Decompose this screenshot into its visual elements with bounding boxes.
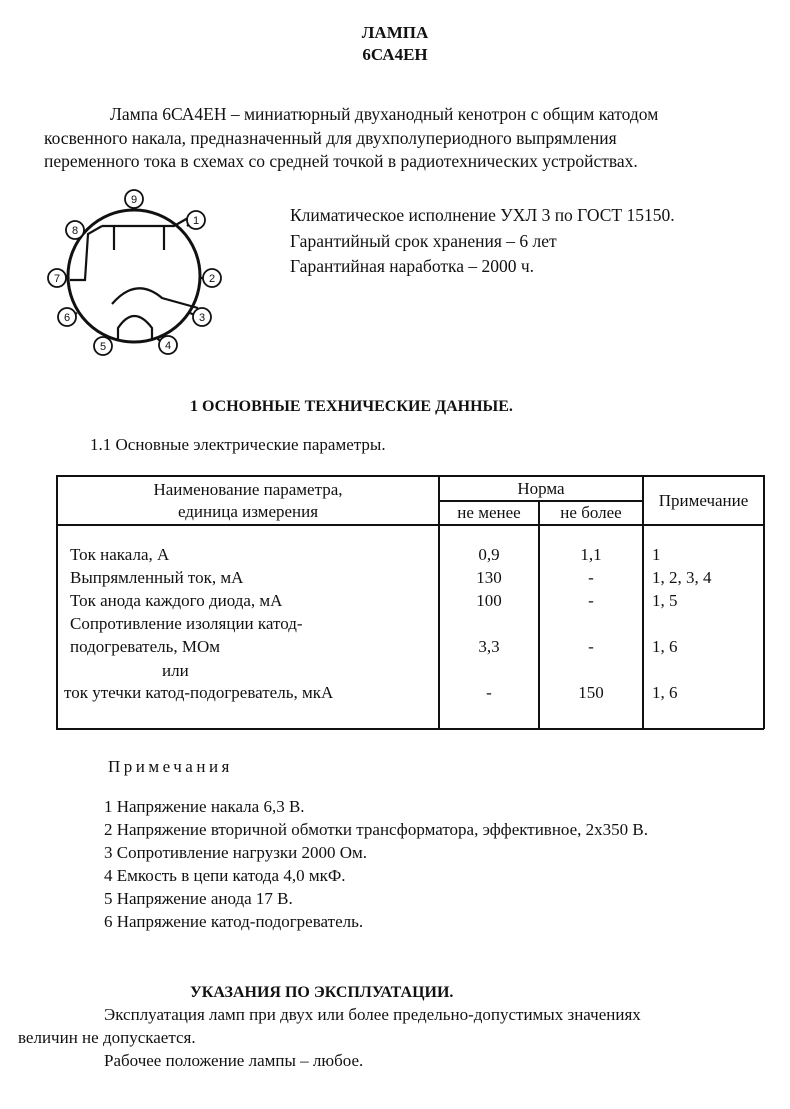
intro-line-3: переменного тока в схемах со средней точкой в радиотехнических устройствах. [44, 151, 638, 171]
row-note: 1, 6 [652, 683, 678, 702]
row-note: 1 [652, 545, 661, 564]
list-item: 4 Емкость в цепи катода 4,0 мкФ. [104, 866, 346, 885]
row-name: ток утечки катод-подогреватель, мкА [64, 683, 334, 702]
row-name: Сопротивление изоляции катод- [70, 614, 303, 633]
th-param-line2: единица измерения [177, 502, 319, 521]
row-max: 1,1 [580, 545, 602, 564]
operation-line-2: величин не допускается. [18, 1028, 196, 1047]
spec-climatic: Климатическое исполнение УХЛ 3 по ГОСТ 15150. [290, 205, 675, 225]
row-max: - [588, 568, 594, 587]
operation-line-1: Эксплуатация ламп при двух или более предельно-допустимых значениях [104, 1005, 641, 1024]
row-max: - [588, 591, 594, 610]
th-note: Примечание [658, 491, 749, 510]
row-min: 130 [476, 568, 502, 587]
pin-label-5: 5 [99, 341, 107, 353]
pin-label-3: 3 [198, 312, 206, 324]
page-title: ЛАМПА [361, 23, 429, 42]
spec-storage: Гарантийный срок хранения – 6 лет [290, 231, 557, 251]
list-item: 1 Напряжение накала 6,3 В. [104, 797, 305, 816]
operation-line-3: Рабочее положение лампы – любое. [104, 1051, 364, 1070]
pin-label-7: 7 [53, 273, 61, 285]
pin-label-9: 9 [130, 194, 138, 206]
heater-element [118, 316, 152, 340]
spec-lifetime: Гарантийная наработка – 2000 ч. [290, 256, 535, 276]
intro-line-1: Лампа 6СА4ЕН – миниатюрный двуханодный кенотрон с общим катодом [110, 104, 659, 124]
row-name: Ток анода каждого диода, мА [70, 591, 283, 610]
row-min: 3,3 [478, 637, 500, 656]
th-max: не более [560, 503, 622, 522]
pin-label-8: 8 [71, 225, 79, 237]
row-min: 0,9 [478, 545, 500, 564]
th-norm: Норма [517, 479, 565, 498]
list-item: 5 Напряжение анода 17 В. [104, 889, 293, 908]
row-min: 100 [476, 591, 502, 610]
pin-label-2: 2 [208, 273, 216, 285]
pin-label-4: 4 [164, 340, 172, 352]
row-name: или [162, 661, 189, 680]
list-item: 2 Напряжение вторичной обмотки трансформатора, эффективное, 2х350 В. [104, 820, 649, 839]
list-item: 3 Сопротивление нагрузки 2000 Ом. [104, 843, 368, 862]
row-name: Ток накала, А [70, 545, 170, 564]
section-heading: 1 ОСНОВНЫЕ ТЕХНИЧЕСКИЕ ДАННЫЕ. [190, 398, 513, 415]
row-note: 1, 5 [652, 591, 678, 610]
th-min: не менее [457, 503, 521, 522]
row-name: Выпрямленный ток, мА [70, 568, 244, 587]
row-name: подогреватель, МОм [70, 637, 221, 656]
intro-line-2: косвенного накала, предназначенный для двухполупериодного выпрямления [44, 128, 617, 148]
pin-label-6: 6 [63, 312, 71, 324]
row-min: - [486, 683, 492, 702]
pin-label-1: 1 [192, 215, 200, 227]
row-note: 1, 2, 3, 4 [652, 568, 712, 587]
section-subheading: 1.1 Основные электрические параметры. [90, 435, 386, 454]
bulb-outline [68, 210, 200, 342]
cathode-element [112, 288, 198, 308]
row-max: - [588, 637, 594, 656]
pinout-diagram [40, 188, 230, 358]
list-item: 6 Напряжение катод-подогреватель. [104, 912, 364, 931]
operation-heading: УКАЗАНИЯ ПО ЭКСПЛУАТАЦИИ. [190, 984, 454, 1001]
row-max: 150 [578, 683, 604, 702]
notes-heading: Примечания [108, 757, 233, 776]
tube-model: 6СА4ЕН [362, 45, 428, 64]
row-note: 1, 6 [652, 637, 678, 656]
th-param-line1: Наименование параметра, [153, 480, 343, 499]
